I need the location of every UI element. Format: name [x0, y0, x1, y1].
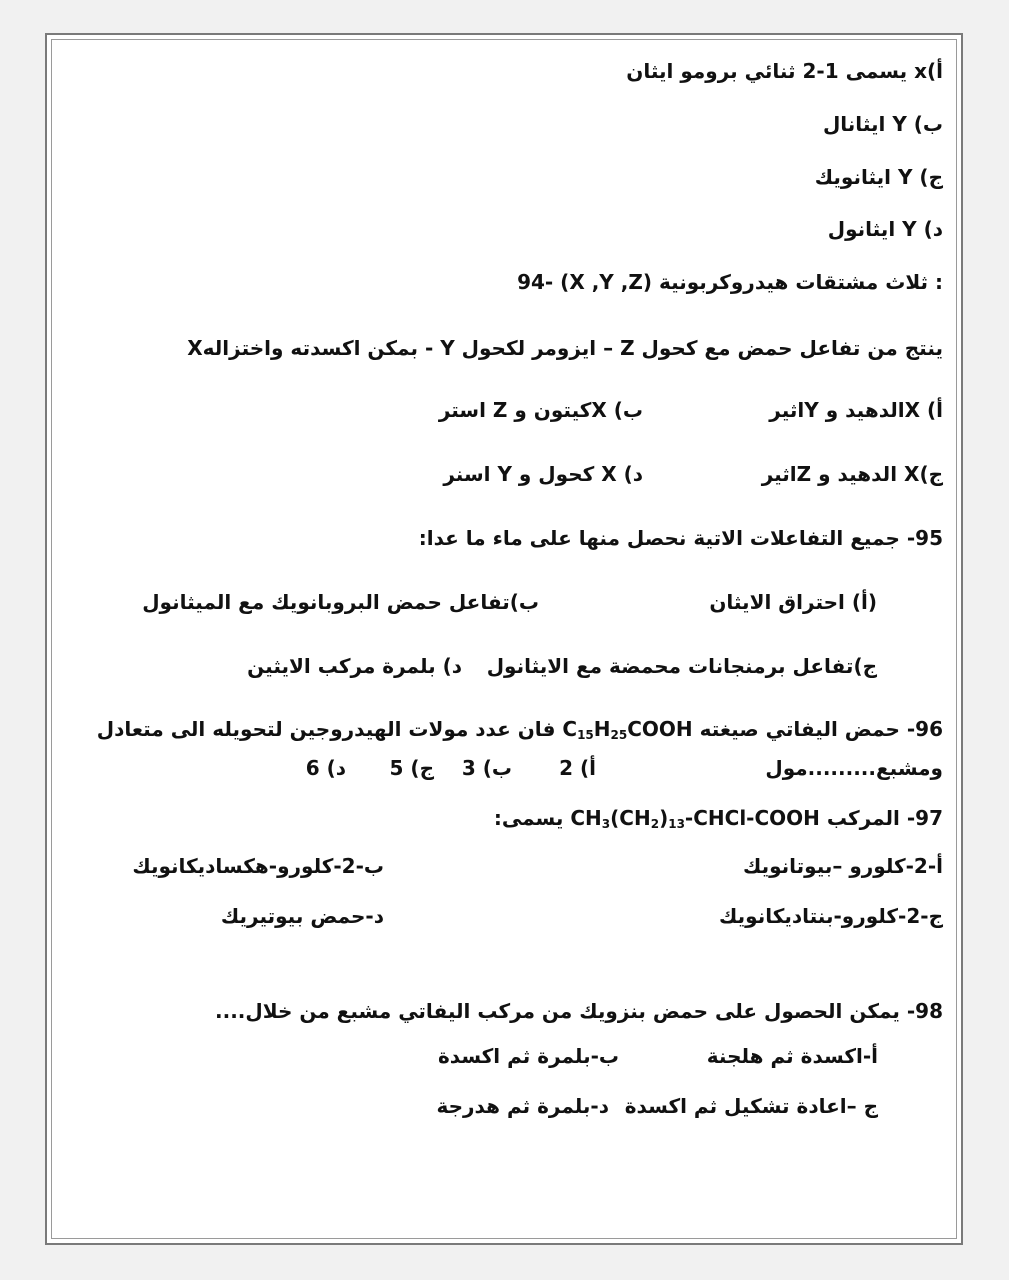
q94-condition: Xبمكن اكسدته واختزاله - Y ايزومر لكحول – Z ينتج من تفاعل حمض مع كحول — [187, 336, 943, 360]
q95-option-d: د) بلمرة مركب الايثين — [247, 654, 462, 678]
q98-option-a: أ-اكسدة ثم هلجنة — [706, 1044, 878, 1068]
q94-stem: 94- (X ,Y ,Z) ثلاث مشتقات هيدروكربونية : — [517, 270, 943, 294]
q97-option-d: د-حمض بيوتيريك — [220, 904, 384, 928]
q98-option-d: د-بلمرة ثم هدرجة — [436, 1094, 609, 1118]
q95-stem: 95- جميع التفاعلات الاتية نحصل منها على ماء ما عدا: — [418, 526, 943, 550]
q95-option-a: (أ) احتراق الايثان — [709, 590, 877, 614]
q96-stem-before: 96- حمض اليفاتي صيغته — [692, 717, 943, 741]
q94-option-d: د) X كحول و Y اسنر — [443, 462, 643, 486]
q97-stem-before: 97- المركب — [819, 806, 943, 830]
q97-option-c: ج-2-كلورو-بنتاديكانويك — [719, 904, 943, 928]
q98-option-b: ب-بلمرة ثم اكسدة — [437, 1044, 619, 1068]
q96-option-a: أ) 2 — [559, 756, 596, 780]
q97-formula: $CH_3(CH_2)_{13}-CHCl$-COOH — [570, 806, 820, 831]
q96-option-d: د) 6 — [305, 756, 346, 780]
q93-option-b: ب) Y ايثانال — [822, 112, 943, 136]
q96-stem-after: فان عدد مولات الهيدروجين لتحويله الى متعادل — [96, 717, 563, 741]
q98-option-c: ج –اعادة تشكيل ثم اكسدة — [624, 1094, 878, 1118]
q96-stem-line2: ومشبع.........مول — [765, 756, 943, 780]
q97-option-a: أ-2-كلورو –بيوتانويك — [742, 854, 943, 878]
q95-option-b: ب)تفاعل حمض البروبانويك مع الميثانول — [142, 590, 539, 614]
q94-option-b: ب) Xكيتون و Z استر — [438, 398, 643, 422]
q95-option-c: ج)تفاعل برمنجانات محمضة مع الايثانول — [486, 654, 877, 678]
q97-stem-after: يسمى: — [493, 806, 571, 830]
q96-formula: $C_{15}H_{25}COOH$ — [562, 717, 693, 742]
q97-option-b: ب-2-كلورو-هكساديكانويك — [132, 854, 384, 878]
q93-option-c: ج) Y ايثانويك — [814, 165, 943, 189]
q97-stem — [494, 804, 943, 838]
q96-option-c: ج) 5 — [389, 756, 434, 780]
q93-option-a: أ)x يسمى 1-2 ثنائي برومو ايثان — [626, 59, 943, 83]
q98-stem: 98- يمكن الحصول على حمض بنزويك من مركب اليفاتي مشبع من خلال.... — [215, 999, 943, 1023]
q93-option-d: د) Y ايثانول — [827, 217, 943, 241]
q94-option-c: ج)X الدهيد و Zاثير — [761, 462, 943, 486]
q96-option-b: ب) 3 — [461, 756, 512, 780]
q96-stem — [97, 715, 943, 749]
q94-option-a: أ) Xالدهيد و Yاثير — [769, 398, 943, 422]
